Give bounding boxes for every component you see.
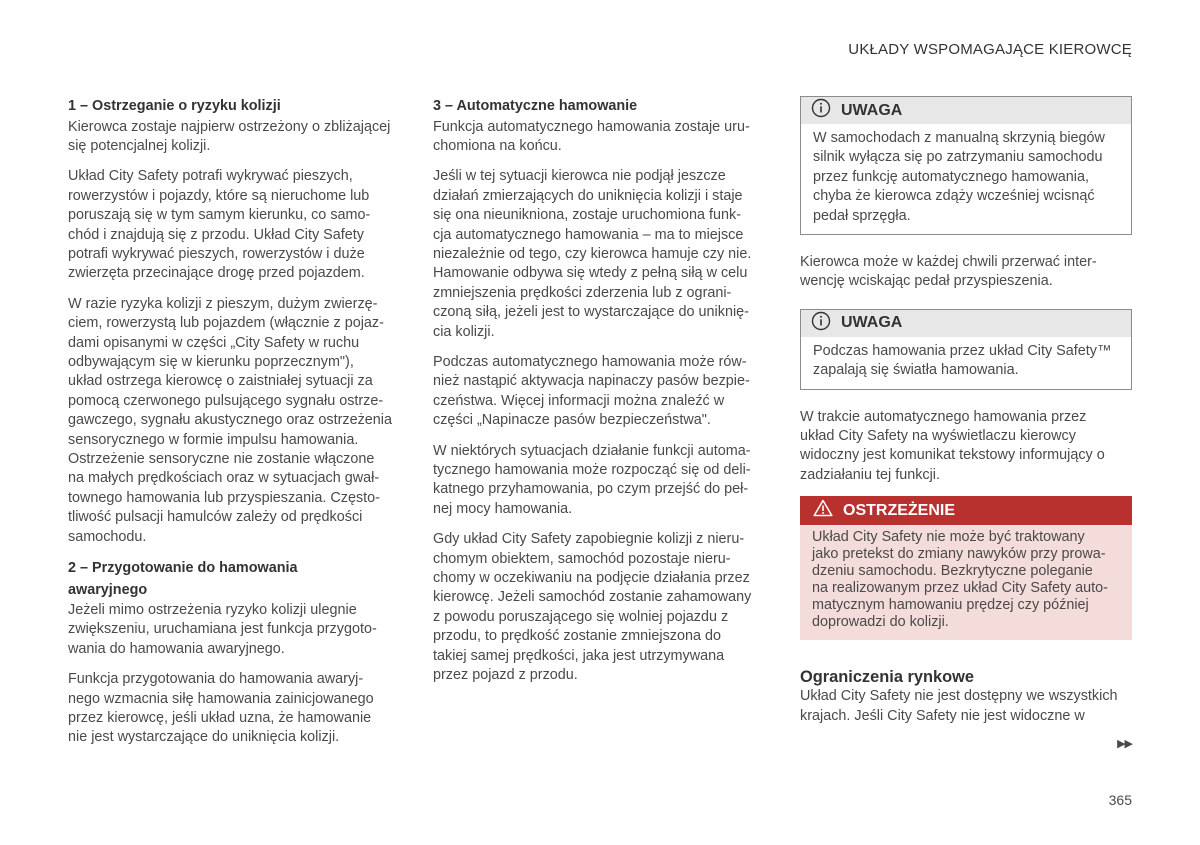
continue-marker: ▶▶ bbox=[1117, 738, 1132, 750]
note-header bbox=[801, 97, 1131, 124]
paragraph: Funkcja przygotowania do hamowania awaryj- nego wzmacnia siłę hamowania zainicjowanego przez kierowcę, jeśli układ uzna, że hamowanie nie jest wystarczające do uniknięcia kolizji. bbox=[68, 671, 374, 746]
paragraph: W razie ryzyka kolizji z pieszym, dużym zwierzę- ciem, rowerzystą lub pojazdem (włącznie z pojaz- dami opisanymi w części „City Safety w ruchu odbywającym się w kierunku poprzecznym"), układ ostrzega kierowcę o zaistniałej sytuacji za pomocą czerwonego pulsującego sygnału ostrze- gawczego, sygnału akustycznego oraz ostrzeżenia sensorycznego w formie impulsu hamowania. Ostrzeżenie sensoryczne nie zostanie włączone na małych prędkościach oraz w sytuacjach gwał- townego hamowania lub przyspieszania. Często- tliwość pulsacji hamulców zależy od prędkości samochodu. bbox=[68, 295, 392, 545]
column-2 bbox=[433, 96, 765, 696]
running-header: UKŁADY WSPOMAGAJĄCE KIEROWCĘ bbox=[848, 41, 1132, 58]
column-3 bbox=[800, 96, 1132, 737]
section-heading-automatic-braking: 3 – Automatyczne hamowanie bbox=[433, 98, 638, 114]
note-body bbox=[801, 337, 1131, 389]
paragraph: Funkcja automatycznego hamowania zostaje uru- chomiona na końcu. bbox=[433, 118, 750, 154]
paragraph: Podczas automatycznego hamowania może rów- nież nastąpić aktywacja napinaczy pasów bezpie- czeństwa. Więcej informacji można znaleźć w części „Napinacze pasów bezpieczeństwa". bbox=[433, 353, 750, 429]
paragraph: W trakcie automatycznego hamowania przez układ City Safety na wyświetlaczu kierowcy widoczny jest komunikat tekstowy informujący o zadziałaniu tej funkcji. bbox=[800, 408, 1105, 483]
warning-title: OSTRZEŻENIE bbox=[843, 501, 956, 519]
warning-triangle-icon bbox=[813, 499, 833, 522]
paragraph: W niektórych sytuacjach działanie funkcji automa- tycznego hamowania może rozpocząć się od deli- katnego przyhamowania, po czym przejść do peł- nej mocy hamowania. bbox=[433, 442, 751, 517]
paragraph: Układ City Safety potrafi wykrywać pieszych, rowerzystów i pojazdy, które są nieruchome lub poruszają się w tym samym kierunku, co samo- chód i znajdują się z przodu. Układ City Safety potrafi wykrywać pieszych, rowerzystów i duże zwierzęta przecinające drogę przed pojazdem. bbox=[68, 168, 371, 282]
warning-text: Układ City Safety nie może być traktowany jako pretekst do zmiany nawyków przy prowa- dzeniu samochodu. Bezkrytyczne poleganie na realizowanym przez układ City Safety auto- matycznym hamowaniu prędzej czy później doprowadzi do kolizji. bbox=[812, 529, 1108, 631]
note-box bbox=[800, 96, 1132, 235]
note-box bbox=[800, 309, 1132, 390]
note-header bbox=[801, 310, 1131, 337]
note-title: UWAGA bbox=[841, 101, 903, 119]
note-text: Podczas hamowania przez układ City Safety™ zapalają się światła hamowania. bbox=[813, 342, 1112, 379]
warning-box bbox=[800, 496, 1132, 640]
paragraph: Kierowca zostaje najpierw ostrzeżony o zbliżającej się potencjalnej kolizji. bbox=[68, 118, 391, 154]
note-text: W samochodach z manualną skrzynią biegów silnik wyłącza się po zatrzymaniu samochodu przez funkcję automatycznego hamowania, chyba że kierowca zdąży wcześniej wcisnąć pedał sprzęgła. bbox=[813, 130, 1105, 224]
section-heading-collision-warning: 1 – Ostrzeganie o ryzyku kolizji bbox=[68, 98, 281, 114]
paragraph: Układ City Safety nie jest dostępny we wszystkich krajach. Jeśli City Safety nie jest widoczne w bbox=[800, 688, 1118, 724]
page-number: 365 bbox=[1108, 792, 1132, 808]
paragraph: Jeśli w tej sytuacji kierowca nie podjął jeszcze działań zmierzających do uniknięcia kolizji i staje się ona nieunikniona, zostaje uruchomiona funk- cja automatycznego hamowania – ma to miejsce niezależnie od tego, czy kierowca hamuje czy nie. Hamowanie odbywa się wtedy z pełną siłą w celu zmniejszenia prędkości zderzenia lub z ograni- czoną siłą, jeżeli jest to wystarczające do uniknię- cia kolizji. bbox=[433, 168, 752, 340]
section-heading-emergency-brake-prep: 2 – Przygotowanie do hamowania awaryjnego bbox=[68, 560, 298, 598]
paragraph: Kierowca może w każdej chwili przerwać inter- wencję wciskając pedał przyspieszenia. bbox=[800, 254, 1097, 290]
info-circle-icon bbox=[811, 311, 831, 336]
paragraph: Jeżeli mimo ostrzeżenia ryzyko kolizji ulegnie zwiększeniu, uruchamiana jest funkcja przygoto- wania do hamowania awaryjnego. bbox=[68, 602, 377, 657]
note-title: UWAGA bbox=[841, 314, 903, 332]
column-1 bbox=[68, 96, 400, 759]
note-body bbox=[801, 124, 1131, 234]
info-circle-icon bbox=[811, 98, 831, 123]
warning-header bbox=[800, 496, 1132, 525]
paragraph: Gdy układ City Safety zapobiegnie kolizji z nieru- chomym obiektem, samochód pozostaje nieru- chomy w oczekiwaniu na podjęcie działania przez kierowcę. Jeżeli samochód zostanie zahamowany z powodu poruszającego się wolniej pojazdu z przodu, to prędkość zostanie zmniejszona do takiej samej prędkości, jaka jest utrzymywana przez pojazd z przodu. bbox=[433, 531, 752, 684]
warning-body bbox=[800, 525, 1132, 640]
section-heading-market-restrictions: Ograniczenia rynkowe bbox=[800, 668, 974, 687]
